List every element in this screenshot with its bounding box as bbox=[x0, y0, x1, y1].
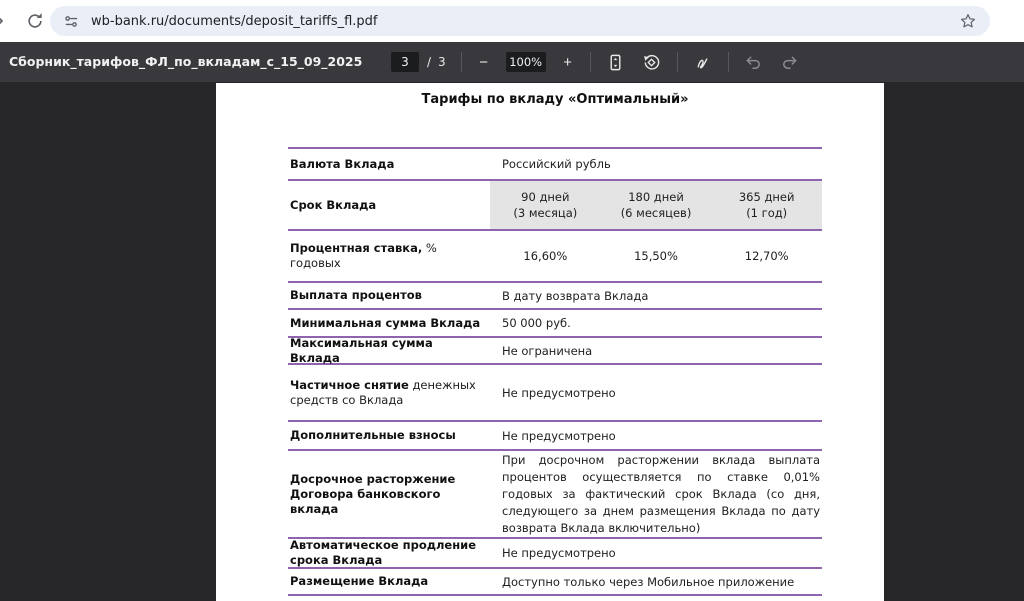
page-total: 3 bbox=[438, 55, 446, 69]
annotate-pen-icon[interactable] bbox=[693, 52, 713, 72]
row-value: В дату возврата Вклада bbox=[502, 288, 649, 303]
pdf-viewer-area bbox=[0, 82, 1024, 601]
table-row-max-sum bbox=[288, 335, 822, 365]
row-label: Частичное снятие bbox=[290, 377, 409, 392]
row-label: Минимальная сумма Вклада bbox=[290, 315, 481, 330]
browser-top-bar bbox=[0, 0, 1024, 42]
table-row-rate: Процентная ставка, % годовых 16,60% 15,50% 12,70% bbox=[288, 231, 822, 283]
row-label: Размещение Вклада bbox=[290, 574, 429, 588]
row-label: Выплата процентов bbox=[290, 288, 422, 302]
row-value: Не предусмотрено bbox=[502, 428, 616, 443]
toolbar-separator bbox=[728, 52, 729, 72]
term-header-cells bbox=[490, 181, 822, 229]
row-label: Автоматическое продление срока Вклада bbox=[290, 538, 477, 567]
row-label: Срок Вклада bbox=[290, 197, 377, 212]
pdf-page bbox=[216, 83, 884, 601]
pdf-toolbar-controls bbox=[391, 42, 800, 82]
table-row-partial-withdrawal: Частичное снятие денежных средств со Вклада Не предусмотрено bbox=[288, 365, 822, 422]
table-row-prolongation bbox=[288, 539, 822, 569]
reload-button[interactable] bbox=[25, 11, 45, 31]
table-row-early-termination bbox=[288, 451, 822, 539]
term-cell: 365 дней (1 год) bbox=[738, 190, 795, 220]
page-divider: / bbox=[427, 55, 432, 69]
table-row-payout bbox=[288, 283, 822, 310]
url-text[interactable]: wb-bank.ru/documents/deposit_tariffs_fl.pdf bbox=[91, 13, 378, 29]
toolbar-separator bbox=[677, 52, 678, 72]
page-number-input[interactable]: 3 bbox=[391, 52, 419, 72]
row-label: Процентная ставка, bbox=[290, 241, 423, 255]
rate-cell: 16,60% bbox=[523, 249, 568, 263]
row-value: Доступно только через Мобильное приложение bbox=[502, 574, 795, 589]
tariff-table bbox=[288, 147, 822, 596]
term-cell: 180 дней (6 месяцев) bbox=[620, 190, 692, 220]
site-settings-icon[interactable] bbox=[63, 13, 80, 30]
zoom-out-button[interactable]: − bbox=[477, 54, 491, 71]
redo-button[interactable] bbox=[780, 52, 800, 72]
row-value: Не предусмотрено bbox=[502, 546, 616, 560]
table-row-term bbox=[288, 181, 822, 231]
document-heading: Тарифы по вкладу «Оптимальный» bbox=[421, 92, 689, 107]
row-value: 50 000 руб. bbox=[502, 316, 571, 330]
row-label: Дополнительные взносы bbox=[290, 428, 456, 442]
rate-cells bbox=[490, 231, 822, 281]
rate-cell: 12,70% bbox=[744, 249, 789, 263]
zoom-in-button[interactable]: + bbox=[561, 54, 575, 71]
table-row-currency bbox=[288, 149, 822, 181]
toolbar-separator bbox=[461, 52, 462, 72]
term-cell: 90 дней (3 месяца) bbox=[513, 190, 578, 220]
zoom-level-display: 100% bbox=[506, 52, 546, 72]
undo-button[interactable] bbox=[744, 52, 764, 72]
table-row-min-sum bbox=[288, 310, 822, 338]
table-row-placement bbox=[288, 569, 822, 596]
fit-to-page-button[interactable] bbox=[606, 52, 626, 72]
table-row-additional bbox=[288, 422, 822, 451]
pdf-document-title: Сборник_тарифов_ФЛ_по_вкладам_с_15_09_2025 bbox=[9, 54, 363, 69]
pdf-viewer-toolbar bbox=[0, 42, 1024, 82]
row-label: Валюта Вклада bbox=[290, 156, 395, 171]
row-value: Не ограничена bbox=[502, 343, 593, 358]
row-label: Максимальная сумма Вклада bbox=[290, 335, 433, 365]
row-value: Не предусмотрено bbox=[502, 385, 616, 400]
row-value: При досрочном расторжении вклада выплата процентов осуществляется по ставке 0,01% годовых за фактический срок Вклада (со дня, следующего за днем размещения Вклада по дату возврата Вклада включительно) bbox=[502, 452, 820, 535]
bookmark-star-icon[interactable] bbox=[959, 12, 977, 30]
row-value: Российский рубль bbox=[502, 157, 611, 171]
row-label: Досрочное расторжение Договора банковского вклада bbox=[290, 471, 456, 516]
rate-cell: 15,50% bbox=[634, 249, 678, 263]
address-bar[interactable] bbox=[50, 6, 990, 36]
toolbar-separator bbox=[590, 52, 591, 72]
rotate-button[interactable] bbox=[642, 52, 662, 72]
forward-arrow-icon[interactable] bbox=[0, 13, 7, 29]
